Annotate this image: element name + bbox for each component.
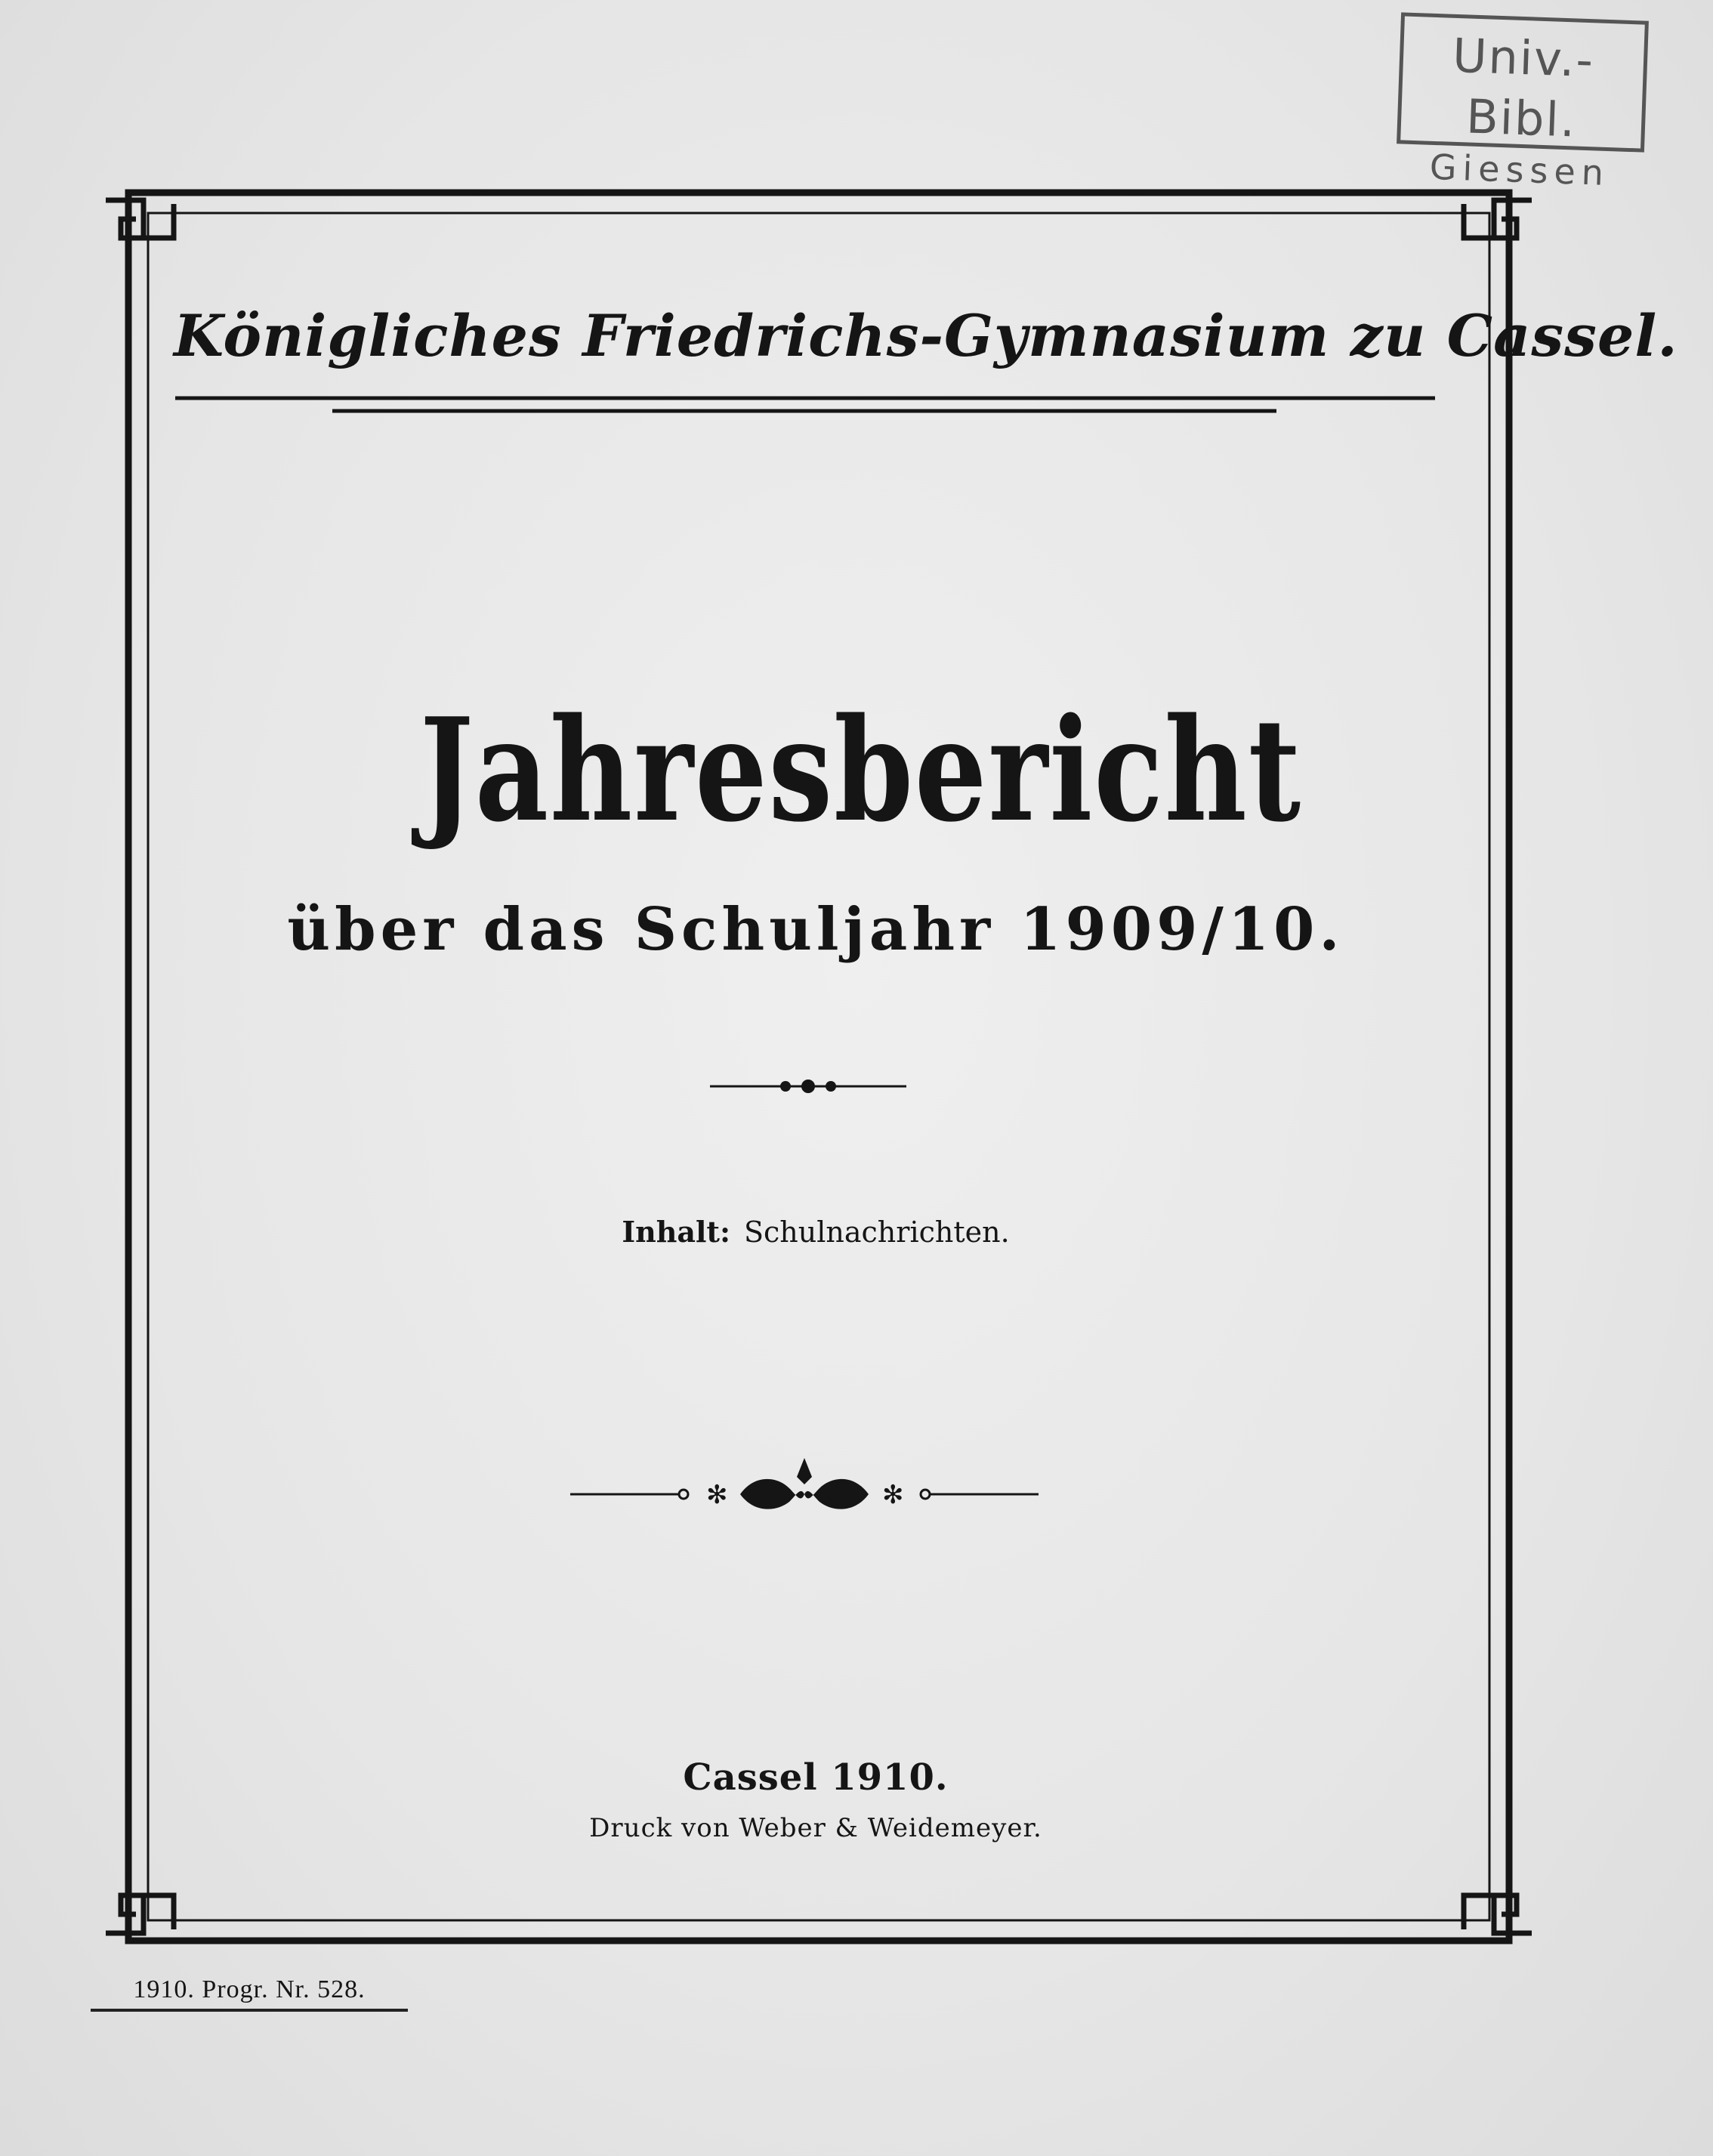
school-name: Königliches Friedrichs-Gymnasium zu Cassel. [174,302,1678,369]
printer-line: Druck von Weber & Weidemeyer. [589,1813,1042,1843]
program-number: 1910. Progr. Nr. 528. [91,1975,408,2012]
vignette-ornament [570,1458,1039,1510]
place-year: Cassel 1910. [683,1756,949,1799]
report-title: Jahresbericht [419,687,1303,854]
svg-text:✻: ✻ [882,1480,904,1510]
contents-line [181,1215,1450,1249]
svg-text:✻: ✻ [706,1480,728,1510]
small-ornament [780,1080,836,1093]
contents-value: Schulnachrichten. [743,1215,1010,1249]
stamp-line-2: Giessen [1429,146,1610,194]
report-subtitle: über das Schuljahr 1909/10. [287,895,1344,964]
contents-label: Inhalt: [622,1215,730,1249]
stamp-line-1: Univ.-Bibl. [1451,27,1596,148]
